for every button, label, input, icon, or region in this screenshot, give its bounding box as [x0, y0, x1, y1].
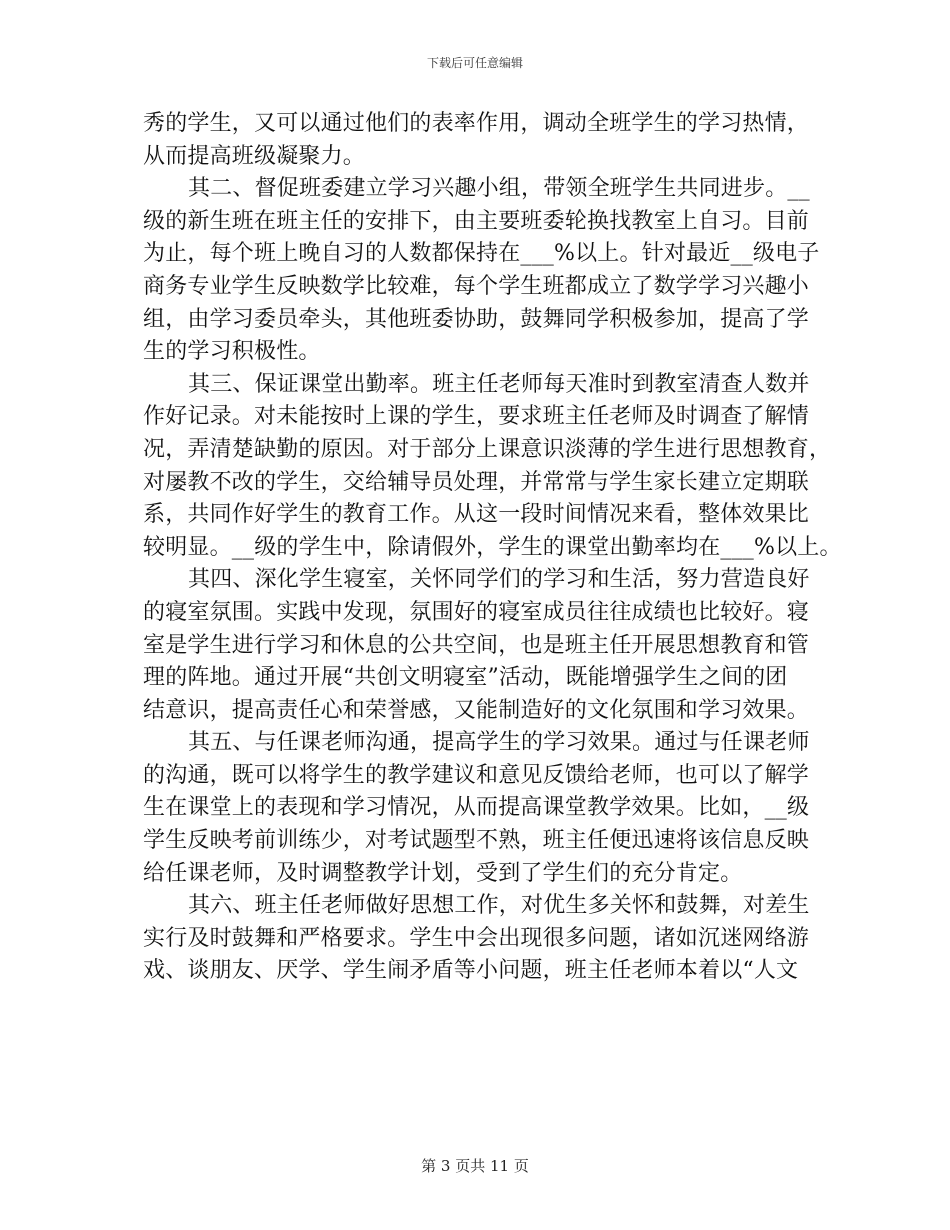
paragraph-start-line: 其三、保证课堂出勤率。班主任老师每天准时到教室清查人数并 — [188, 371, 810, 397]
text-line: 组，由学习委员牵头，其他班委协助，鼓舞同学积极参加，提高了学 — [143, 306, 810, 332]
text-line: 为止，每个班上晚自习的人数都保持在___%以上。针对最近__级电子 — [143, 241, 820, 267]
paragraph-start-line: 其二、督促班委建立学习兴趣小组，带领全班学生共同进步。__ — [188, 176, 810, 202]
paragraph-start-line: 其六、班主任老师做好思想工作，对优生多关怀和鼓舞，对差生 — [188, 893, 810, 919]
text-line: 商务专业学生反映数学比较难，每个学生班都成立了数学学习兴趣小 — [143, 273, 810, 299]
text-line: 生的学习积极性。 — [143, 339, 321, 365]
text-line: 室是学生进行学习和休息的公共空间，也是班主任开展思想教育和管 — [143, 632, 810, 658]
text-line: 对屡教不改的学生，交给辅导员处理，并常常与学生家长建立定期联 — [143, 469, 810, 495]
text-line: 系，共同作好学生的教育工作。从这一段时间情况来看，整体效果比 — [143, 502, 810, 528]
page-number-footer: 第 3 页共 11 页 — [421, 1157, 529, 1175]
text-line: 的沟通，既可以将学生的教学建议和意见反馈给老师，也可以了解学 — [143, 762, 810, 788]
text-line: 级的新生班在班主任的安排下，由主要班委轮换找教室上自习。目前 — [143, 208, 810, 234]
text-line: 作好记录。对未能按时上课的学生，要求班主任老师及时调查了解情 — [143, 404, 810, 430]
text-line: 理的阵地。通过开展“共创文明寝室”活动，既能增强学生之间的团 — [143, 665, 788, 691]
paragraph-start-line: 其四、深化学生寝室，关怀同学们的学习和生活，努力营造良好 — [188, 567, 810, 593]
text-line: 结意识，提高责任心和荣誉感，又能制造好的文化氛围和学习效果。 — [143, 697, 810, 723]
text-line: 的寝室氛围。实践中发现，氛围好的寝室成员往往成绩也比较好。寝 — [143, 599, 810, 625]
text-line: 从而提高班级凝聚力。 — [143, 143, 366, 169]
text-line: 较明显。__级的学生中，除请假外，学生的课堂出勤率均在___%以上。 — [143, 534, 842, 560]
text-line: 秀的学生，又可以通过他们的表率作用，调动全班学生的学习热情， — [143, 111, 810, 136]
paragraph-start-line: 其五、与任课老师沟通，提高学生的学习效果。通过与任课老师 — [188, 730, 810, 756]
page-header: 下载后可任意编辑 — [426, 56, 523, 70]
text-line: 给任课老师，及时调整教学计划，受到了学生们的充分肯定。 — [143, 860, 743, 886]
text-line: 学生反映考前训练少，对考试题型不熟，班主任便迅速将该信息反映 — [143, 828, 810, 854]
text-line: 戏、谈朋友、厌学、学生闹矛盾等小问题，班主任老师本着以“人文 — [143, 958, 799, 984]
text-line: 实行及时鼓舞和严格要求。学生中会出现很多问题，诸如沉迷网络游 — [143, 925, 810, 951]
text-line: 生在课堂上的表现和学习情况，从而提高课堂教学效果。比如，__级 — [143, 795, 810, 821]
document-body — [143, 108, 842, 988]
text-line: 况，弄清楚缺勤的原因。对于部分上课意识淡薄的学生进行思想教育， — [143, 436, 832, 462]
